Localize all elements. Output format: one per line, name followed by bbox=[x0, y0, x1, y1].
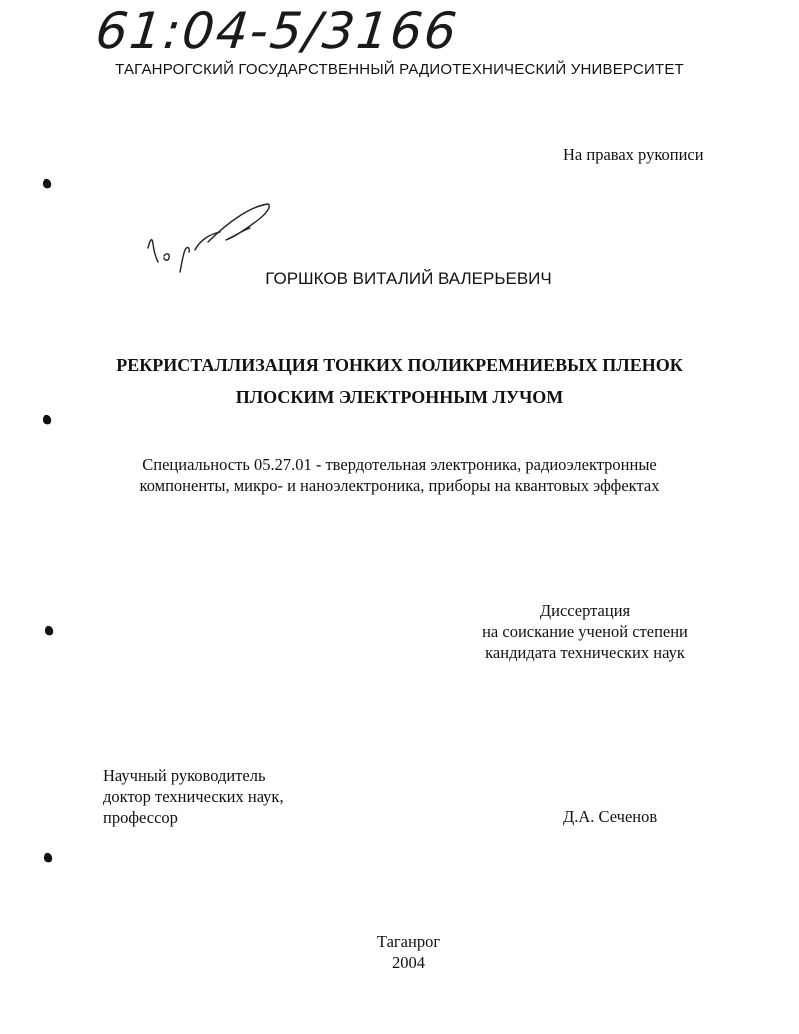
binding-hole-mark bbox=[44, 625, 54, 636]
supervisor-credentials bbox=[103, 765, 284, 828]
supervisor-name: Д.А. Сеченов bbox=[563, 807, 658, 826]
title-line: РЕКРИСТАЛЛИЗАЦИЯ ТОНКИХ ПОЛИКРЕМНИЕВЫХ ПЛЕНОК bbox=[116, 355, 683, 375]
specialty-line: Специальность 05.27.01 - твердотельная электроника, радиоэлектронные bbox=[142, 455, 657, 474]
degree-line: на соискание ученой степени bbox=[482, 622, 688, 641]
binding-hole-mark bbox=[43, 852, 53, 863]
supervisor-line: Научный руководитель bbox=[103, 766, 266, 785]
degree-line: Диссертация bbox=[539, 601, 631, 620]
city: Таганрог bbox=[376, 932, 441, 951]
archive-code-handwritten: 61:04-5/3166 bbox=[92, 2, 462, 60]
supervisor-line: профессор bbox=[103, 808, 178, 827]
supervisor-line: доктор технических наук, bbox=[103, 787, 284, 806]
year: 2004 bbox=[392, 953, 425, 972]
author-signature bbox=[140, 200, 275, 275]
binding-hole-mark bbox=[42, 414, 52, 425]
place-and-year bbox=[0, 931, 799, 973]
binding-hole-mark bbox=[42, 178, 52, 189]
specialty-line: компоненты, микро- и наноэлектроника, приборы на квантовых эффектах bbox=[139, 476, 660, 495]
university-name: ТАГАНРОГСКИЙ ГОСУДАРСТВЕННЫЙ РАДИОТЕХНИЧЕСКИЙ УНИВЕРСИТЕТ bbox=[115, 61, 684, 78]
dissertation-title bbox=[0, 349, 799, 413]
author-name: ГОРШКОВ ВИТАЛИЙ ВАЛЕРЬЕВИЧ bbox=[265, 269, 552, 288]
degree-line: кандидата технических наук bbox=[485, 643, 685, 662]
title-line: ПЛОСКИМ ЭЛЕКТРОННЫМ ЛУЧОМ bbox=[235, 387, 564, 407]
specialty bbox=[0, 454, 799, 496]
degree-statement bbox=[460, 600, 710, 663]
rights-note: На правах рукописи bbox=[563, 145, 704, 164]
